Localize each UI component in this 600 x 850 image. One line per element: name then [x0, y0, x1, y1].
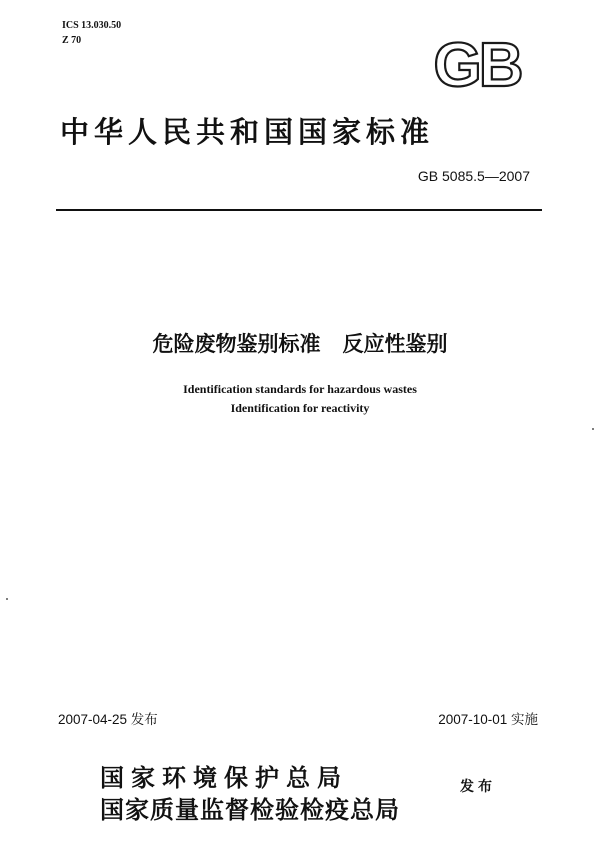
ccs-code: Z 70: [62, 35, 82, 46]
svg-text:GB: GB: [433, 35, 521, 91]
standard-number: GB 5085.5—2007: [417, 168, 530, 184]
effective-date: 2007-10-01 实施: [438, 712, 538, 727]
standard-title-en-line2: Identification for reactivity: [230, 401, 370, 415]
ics-code: ICS 13.030.50: [62, 20, 122, 31]
scan-speck: [592, 428, 594, 430]
gb-logo: [418, 35, 536, 91]
classification-block: [62, 18, 121, 48]
issue-date: 2007-04-25 发布: [58, 712, 158, 727]
publish-label: 发布: [460, 779, 496, 795]
standard-title-en-line1: Identification standards for hazardous wastes: [183, 382, 417, 396]
standard-title-cn: 危险废物鉴别标准 反应性鉴别: [152, 332, 448, 356]
issuer-line1: 国家环境保护总局: [100, 764, 348, 792]
org-title: 中华人民共和国国家标准: [60, 115, 435, 149]
issuer-line2: 国家质量监督检验检疫总局: [100, 796, 400, 824]
scan-speck: [6, 598, 8, 600]
header-divider: [56, 209, 542, 211]
